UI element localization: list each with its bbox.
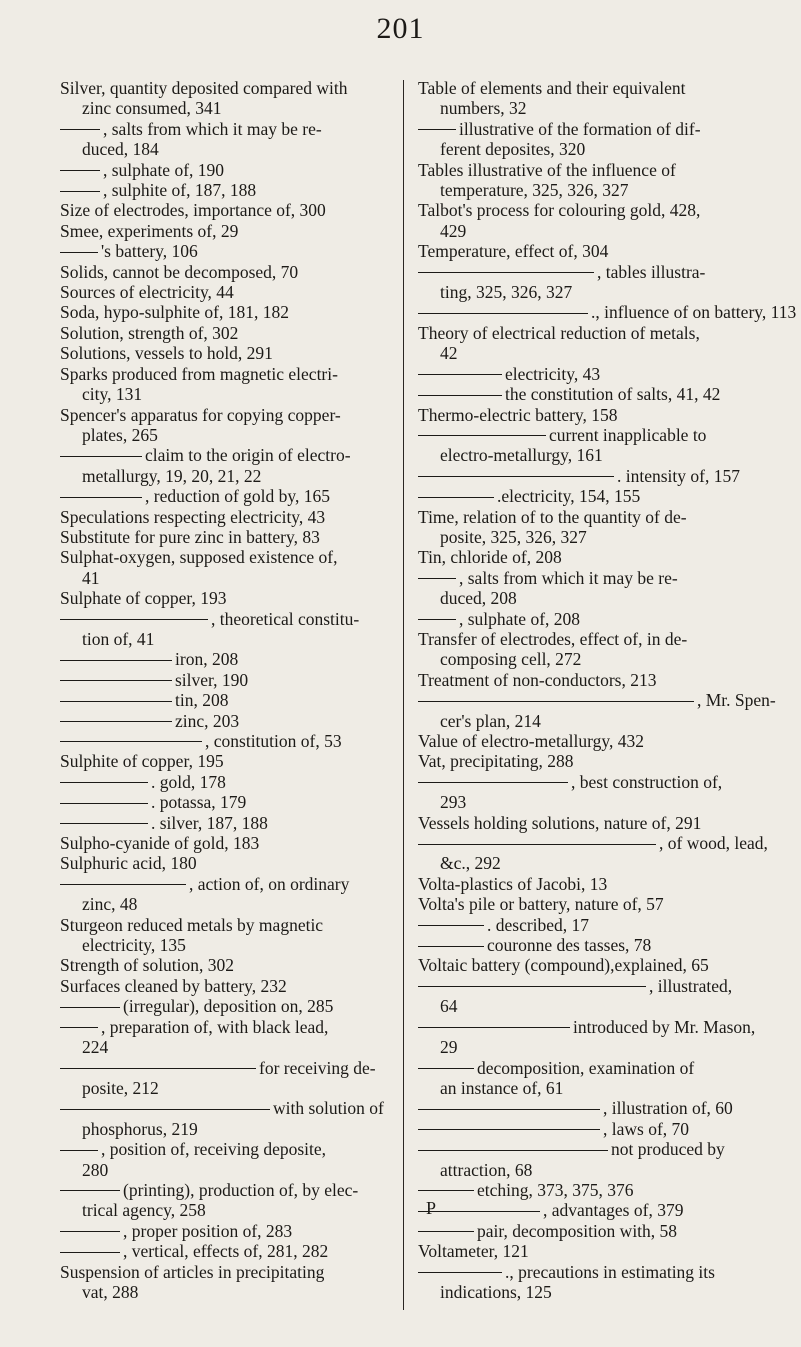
index-entry xyxy=(60,1098,392,1118)
index-entry xyxy=(418,139,798,159)
index-entry xyxy=(60,323,392,343)
index-entry-text: , proper position of, 283 xyxy=(123,1220,293,1241)
ditto-dash xyxy=(60,497,142,498)
index-entry xyxy=(60,343,392,363)
ditto-dash xyxy=(418,1231,474,1232)
index-entry xyxy=(418,588,798,608)
index-entry-text: , vertical, effects of, 281, 282 xyxy=(123,1241,329,1262)
index-entry xyxy=(418,119,798,139)
index-entry-text: Tin, chloride of, 208 xyxy=(418,547,562,568)
index-entry xyxy=(418,915,798,935)
index-entry-text: zinc, 203 xyxy=(175,710,240,731)
index-entry xyxy=(418,649,798,669)
ditto-dash xyxy=(418,1068,474,1069)
index-entry-text: for receiving de- xyxy=(259,1057,376,1078)
index-entry xyxy=(60,813,392,833)
index-entry xyxy=(418,160,798,180)
index-entry-text: illustrative of the formation of dif- xyxy=(459,118,701,139)
ditto-dash xyxy=(60,782,148,783)
index-entry xyxy=(60,282,392,302)
index-entry-text: 224 xyxy=(82,1037,109,1058)
index-entry xyxy=(418,629,798,649)
index-entry-text: , of wood, lead, xyxy=(659,833,768,854)
index-entry xyxy=(60,200,392,220)
index-entry-text: decomposition, examination of xyxy=(477,1057,695,1078)
index-entry-text: 293 xyxy=(440,792,467,813)
ditto-dash xyxy=(418,578,456,579)
index-entry-text: Surfaces cleaned by battery, 232 xyxy=(60,975,287,996)
index-entry-text: attraction, 68 xyxy=(440,1159,533,1180)
index-entry xyxy=(60,670,392,690)
index-entry xyxy=(60,364,392,384)
index-entry-text: Theory of electrical reduction of metals, xyxy=(418,322,700,343)
index-entry xyxy=(60,1078,392,1098)
index-entry xyxy=(418,1078,798,1098)
index-entry-text: zinc, 48 xyxy=(82,894,138,915)
index-entry xyxy=(418,302,798,322)
index-entry-text: pair, decomposition with, 58 xyxy=(477,1220,678,1241)
index-entry xyxy=(60,1180,392,1200)
index-entry xyxy=(418,833,798,853)
index-entry-text: Tables illustrative of the influence of xyxy=(418,159,676,180)
index-entry xyxy=(418,935,798,955)
ditto-dash xyxy=(60,660,172,661)
index-entry xyxy=(60,527,392,547)
ditto-dash xyxy=(60,191,100,192)
index-entry-text: Transfer of electrodes, effect of, in de- xyxy=(418,628,688,649)
index-entry-text: Volta's pile or battery, nature of, 57 xyxy=(418,894,664,915)
index-entry xyxy=(418,1241,798,1261)
signature-mark: P xyxy=(426,1198,437,1218)
ditto-dash xyxy=(60,1150,98,1151)
ditto-dash xyxy=(418,435,546,436)
index-entry-text: introduced by Mr. Mason, xyxy=(573,1016,756,1037)
index-entry xyxy=(60,1160,392,1180)
index-entry-text: Treatment of non-conductors, 213 xyxy=(418,669,657,690)
index-entry xyxy=(418,78,798,98)
index-entry xyxy=(60,1119,392,1139)
index-entry xyxy=(60,935,392,955)
ditto-dash xyxy=(418,1129,600,1130)
index-entry-text: , salts from which it may be re- xyxy=(459,567,678,588)
index-entry-text: Sources of electricity, 44 xyxy=(60,282,234,303)
index-entry-text: Sparks produced from magnetic electri- xyxy=(60,363,338,384)
index-entry-text: Temperature, effect of, 304 xyxy=(418,241,609,262)
index-entry-text: Sulphite of copper, 195 xyxy=(60,751,224,772)
index-entry-text: 29 xyxy=(440,1037,458,1058)
index-entry-text: &c., 292 xyxy=(440,853,501,874)
index-entry-text: with solution of xyxy=(273,1098,384,1119)
index-entry xyxy=(418,1017,798,1037)
index-entry-text: ting, 325, 326, 327 xyxy=(440,282,573,303)
ditto-dash xyxy=(60,1027,98,1028)
index-entry xyxy=(60,1017,392,1037)
index-entry-text: Time, relation of to the quantity of de- xyxy=(418,506,687,527)
ditto-dash xyxy=(418,701,694,702)
index-entry xyxy=(60,976,392,996)
index-entry-text: .electricity, 154, 155 xyxy=(497,486,641,507)
index-entry-text: ferent deposites, 320 xyxy=(440,139,586,160)
index-entry-text: Soda, hypo-sulphite of, 181, 182 xyxy=(60,302,289,323)
index-entry xyxy=(60,302,392,322)
index-entry-text: 42 xyxy=(440,343,458,364)
ditto-dash xyxy=(418,782,568,783)
index-entry-text: metallurgy, 19, 20, 21, 22 xyxy=(82,465,262,486)
index-entry-text: etching, 373, 375, 376 xyxy=(477,1179,634,1200)
index-entry xyxy=(418,364,798,384)
index-entry-text: Silver, quantity deposited compared with xyxy=(60,78,348,98)
index-entry xyxy=(60,180,392,200)
index-entry xyxy=(60,241,392,261)
index-entry xyxy=(60,1037,392,1057)
index-entry-text: 280 xyxy=(82,1159,109,1180)
index-entry-text: claim to the origin of electro- xyxy=(145,445,351,466)
index-entry-text: , sulphate of, 190 xyxy=(103,159,225,180)
index-entry-text: , action of, on ordinary xyxy=(189,873,350,894)
index-entry xyxy=(60,405,392,425)
index-entry xyxy=(418,1119,798,1139)
index-entry-text: (printing), production of, by elec- xyxy=(123,1179,359,1200)
index-entry xyxy=(418,813,798,833)
index-entry-text: Speculations respecting electricity, 43 xyxy=(60,506,326,527)
ditto-dash xyxy=(60,1190,120,1191)
ditto-dash xyxy=(418,1109,600,1110)
index-entry-text: duced, 208 xyxy=(440,588,517,609)
index-entry xyxy=(60,833,392,853)
index-entry xyxy=(418,384,798,404)
index-entry xyxy=(60,731,392,751)
index-entry-text: zinc consumed, 341 xyxy=(82,98,222,119)
index-entry-text: . gold, 178 xyxy=(151,771,226,792)
index-entry xyxy=(60,262,392,282)
index-entry-text: cer's plan, 214 xyxy=(440,710,541,731)
index-entry-text: , tables illustra- xyxy=(597,261,706,282)
ditto-dash xyxy=(418,1211,540,1212)
index-entry xyxy=(418,894,798,914)
index-entry-text: 429 xyxy=(440,220,467,241)
index-entry-text: , salts from which it may be re- xyxy=(103,118,322,139)
index-entry xyxy=(418,1160,798,1180)
index-entry-text: , theoretical constitu- xyxy=(211,608,360,629)
index-entry-text: Vessels holding solutions, nature of, 291 xyxy=(418,812,702,833)
index-entry xyxy=(418,874,798,894)
index-entry xyxy=(418,200,798,220)
index-entry xyxy=(418,1037,798,1057)
index-entry xyxy=(418,486,798,506)
index-entry xyxy=(60,711,392,731)
index-entry xyxy=(418,1139,798,1159)
index-entry xyxy=(60,853,392,873)
index-entry xyxy=(418,466,798,486)
index-entry-text: Sulpho-cyanide of gold, 183 xyxy=(60,833,260,854)
index-entry-text: silver, 190 xyxy=(175,669,249,690)
index-entry-text: not produced by xyxy=(611,1139,725,1160)
index-entry xyxy=(418,1282,798,1302)
index-entry xyxy=(60,609,392,629)
index-entry-text: an instance of, 61 xyxy=(440,1077,564,1098)
index-entry xyxy=(418,445,798,465)
ditto-dash xyxy=(60,1068,256,1069)
index-entry-text: indications, 125 xyxy=(440,1281,552,1302)
index-entry xyxy=(418,731,798,751)
index-entry-text: tion of, 41 xyxy=(82,628,155,649)
ditto-dash xyxy=(418,619,456,620)
ditto-dash xyxy=(60,1109,270,1110)
ditto-dash xyxy=(60,884,186,885)
page-number: 201 xyxy=(376,12,425,45)
index-entry-text: Thermo-electric battery, 158 xyxy=(418,404,618,425)
index-entry-text: electricity, 135 xyxy=(82,935,186,956)
index-entry-text: Volta-plastics of Jacobi, 13 xyxy=(418,873,608,894)
index-entry-text: the constitution of salts, 41, 42 xyxy=(505,384,721,405)
index-entry xyxy=(60,384,392,404)
ditto-dash xyxy=(418,374,502,375)
index-entry-text: , illustration of, 60 xyxy=(603,1098,733,1119)
index-entry-text: Talbot's process for colouring gold, 428, xyxy=(418,200,701,221)
index-entry-text: Sulphuric acid, 180 xyxy=(60,853,197,874)
index-entry-text: , sulphate of, 208 xyxy=(459,608,581,629)
index-entry-text: , laws of, 70 xyxy=(603,1118,690,1139)
index-entry-text: Smee, experiments of, 29 xyxy=(60,220,239,241)
index-entry-text: 64 xyxy=(440,996,458,1017)
ditto-dash xyxy=(418,129,456,130)
index-entry xyxy=(60,649,392,669)
index-entry-text: , sulphite of, 187, 188 xyxy=(103,180,257,201)
index-entry xyxy=(60,568,392,588)
index-entry-text: , illustrated, xyxy=(649,975,733,996)
index-entry xyxy=(418,547,798,567)
index-entry-text: Sulphate of copper, 193 xyxy=(60,588,227,609)
ditto-dash xyxy=(60,680,172,681)
index-entry-text: posite, 212 xyxy=(82,1077,159,1098)
index-entry xyxy=(60,996,392,1016)
index-entry-text: Suspension of articles in precipitating xyxy=(60,1261,325,1282)
ditto-dash xyxy=(418,497,494,498)
index-entry xyxy=(418,853,798,873)
index-entry-text: Strength of solution, 302 xyxy=(60,955,235,976)
index-entry xyxy=(418,609,798,629)
index-entry-text: temperature, 325, 326, 327 xyxy=(440,180,629,201)
index-entry xyxy=(418,955,798,975)
index-entry-text: , reduction of gold by, 165 xyxy=(145,486,331,507)
index-entry-text: ., influence of on battery, 113 xyxy=(591,302,797,323)
index-entry xyxy=(60,466,392,486)
index-entry-text: couronne des tasses, 78 xyxy=(487,935,652,956)
index-entry xyxy=(418,792,798,812)
index-entry xyxy=(418,1262,798,1282)
ditto-dash xyxy=(60,823,148,824)
index-entry-text: Solutions, vessels to hold, 291 xyxy=(60,343,273,364)
index-entry-text: current inapplicable to xyxy=(549,424,707,445)
index-entry xyxy=(60,894,392,914)
index-entry-text: 41 xyxy=(82,567,100,588)
index-entry-text: iron, 208 xyxy=(175,649,239,670)
index-entry-text: vat, 288 xyxy=(82,1281,139,1302)
ditto-dash xyxy=(418,1272,502,1273)
index-entry-text: Table of elements and their equivalent xyxy=(418,78,686,98)
index-entry xyxy=(418,405,798,425)
index-entry-text: Value of electro-metallurgy, 432 xyxy=(418,731,644,751)
ditto-dash xyxy=(418,1027,570,1028)
index-entry xyxy=(60,78,392,98)
index-entry-text: , advantages of, 379 xyxy=(543,1200,684,1221)
index-entry xyxy=(418,1200,798,1220)
ditto-dash xyxy=(60,741,202,742)
index-entry-text: . described, 17 xyxy=(487,914,590,935)
index-entry xyxy=(418,670,798,690)
index-entry-text: tin, 208 xyxy=(175,690,229,711)
index-entry-text: numbers, 32 xyxy=(440,98,527,119)
index-entry-text: 's battery, 106 xyxy=(101,241,198,262)
index-entry xyxy=(60,425,392,445)
index-entry xyxy=(418,507,798,527)
index-entry-text: duced, 184 xyxy=(82,139,159,160)
column-divider xyxy=(403,80,404,1310)
index-entry xyxy=(418,568,798,588)
index-entry-text: plates, 265 xyxy=(82,424,158,445)
index-entry xyxy=(60,1139,392,1159)
ditto-dash xyxy=(418,1190,474,1191)
index-entry-text: . potassa, 179 xyxy=(151,792,247,813)
ditto-dash xyxy=(418,313,588,314)
ditto-dash xyxy=(418,946,484,947)
index-entry xyxy=(418,425,798,445)
index-entry xyxy=(60,1200,392,1220)
ditto-dash xyxy=(418,395,502,396)
index-entry xyxy=(60,486,392,506)
index-entry xyxy=(418,711,798,731)
index-entry-text: electro-metallurgy, 161 xyxy=(440,445,603,466)
index-entry xyxy=(418,180,798,200)
ditto-dash xyxy=(418,925,484,926)
ditto-dash xyxy=(418,272,594,273)
index-entry-text: (irregular), deposition on, 285 xyxy=(123,996,334,1017)
index-entry-text: trical agency, 258 xyxy=(82,1200,206,1221)
index-entry xyxy=(60,1058,392,1078)
ditto-dash xyxy=(418,476,614,477)
index-entry xyxy=(60,629,392,649)
index-entry xyxy=(418,527,798,547)
index-entry xyxy=(60,507,392,527)
ditto-dash xyxy=(60,170,100,171)
index-entry-text: Voltaic battery (compound),explained, 65 xyxy=(418,955,709,976)
index-entry-text: Size of electrodes, importance of, 300 xyxy=(60,200,326,221)
ditto-dash xyxy=(60,456,142,457)
index-entry-text: Solids, cannot be decomposed, 70 xyxy=(60,261,299,282)
index-entry-text: city, 131 xyxy=(82,384,143,405)
index-entry xyxy=(60,588,392,608)
index-entry xyxy=(60,1262,392,1282)
index-column-right xyxy=(418,78,798,1302)
ditto-dash xyxy=(60,619,208,620)
ditto-dash xyxy=(60,252,98,253)
index-entry xyxy=(418,1098,798,1118)
ditto-dash xyxy=(60,1252,120,1253)
index-entry-text: , best construction of, xyxy=(571,771,723,792)
index-entry-text: phosphorus, 219 xyxy=(82,1118,198,1139)
index-entry xyxy=(60,792,392,812)
index-entry-text: posite, 325, 326, 327 xyxy=(440,526,587,547)
index-entry xyxy=(60,547,392,567)
index-entry xyxy=(60,139,392,159)
index-entry-text: Spencer's apparatus for copying copper- xyxy=(60,404,341,425)
index-entry-text: , position of, receiving deposite, xyxy=(101,1139,327,1160)
ditto-dash xyxy=(418,844,656,845)
ditto-dash xyxy=(60,701,172,702)
ditto-dash xyxy=(60,129,100,130)
index-entry xyxy=(60,772,392,792)
index-entry xyxy=(418,221,798,241)
ditto-dash xyxy=(60,1231,120,1232)
ditto-dash xyxy=(60,803,148,804)
index-entry xyxy=(418,690,798,710)
index-entry xyxy=(60,1221,392,1241)
ditto-dash xyxy=(418,1150,608,1151)
index-entry xyxy=(60,1241,392,1261)
index-entry xyxy=(60,955,392,975)
ditto-dash xyxy=(60,721,172,722)
index-entry xyxy=(418,1180,798,1200)
index-entry-text: Sturgeon reduced metals by magnetic xyxy=(60,914,324,935)
index-entry xyxy=(418,343,798,363)
ditto-dash xyxy=(60,1007,120,1008)
index-entry xyxy=(60,1282,392,1302)
index-entry xyxy=(60,915,392,935)
index-entry xyxy=(60,874,392,894)
index-entry xyxy=(60,445,392,465)
index-entry xyxy=(60,160,392,180)
index-entry-text: , Mr. Spen- xyxy=(697,690,776,711)
index-entry-text: , constitution of, 53 xyxy=(205,731,342,751)
index-entry-text: composing cell, 272 xyxy=(440,649,582,670)
index-entry xyxy=(60,690,392,710)
ditto-dash xyxy=(418,986,646,987)
index-entry-text: ., precautions in estimating its xyxy=(505,1261,715,1282)
index-entry xyxy=(418,262,798,282)
index-column-left xyxy=(60,78,392,1302)
index-entry-text: Substitute for pure zinc in battery, 83 xyxy=(60,526,320,547)
index-entry-text: Sulphat-oxygen, supposed existence of, xyxy=(60,547,338,568)
index-entry xyxy=(418,241,798,261)
index-entry xyxy=(418,1058,798,1078)
index-entry xyxy=(418,98,798,118)
index-entry-text: electricity, 43 xyxy=(505,363,601,384)
index-entry-text: Solution, strength of, 302 xyxy=(60,322,239,343)
index-entry-text: Voltameter, 121 xyxy=(418,1241,529,1262)
index-entry xyxy=(60,119,392,139)
index-entry xyxy=(418,772,798,792)
index-entry xyxy=(60,98,392,118)
index-entry-text: . intensity of, 157 xyxy=(617,465,740,486)
index-entry xyxy=(418,282,798,302)
index-entry xyxy=(418,976,798,996)
index-entry xyxy=(418,1221,798,1241)
index-entry-text: , preparation of, with black lead, xyxy=(101,1016,329,1037)
index-entry xyxy=(60,751,392,771)
index-entry xyxy=(60,221,392,241)
index-entry xyxy=(418,996,798,1016)
index-entry-text: Vat, precipitating, 288 xyxy=(418,751,574,772)
index-entry xyxy=(418,751,798,771)
index-entry-text: . silver, 187, 188 xyxy=(151,812,268,833)
index-entry xyxy=(418,323,798,343)
